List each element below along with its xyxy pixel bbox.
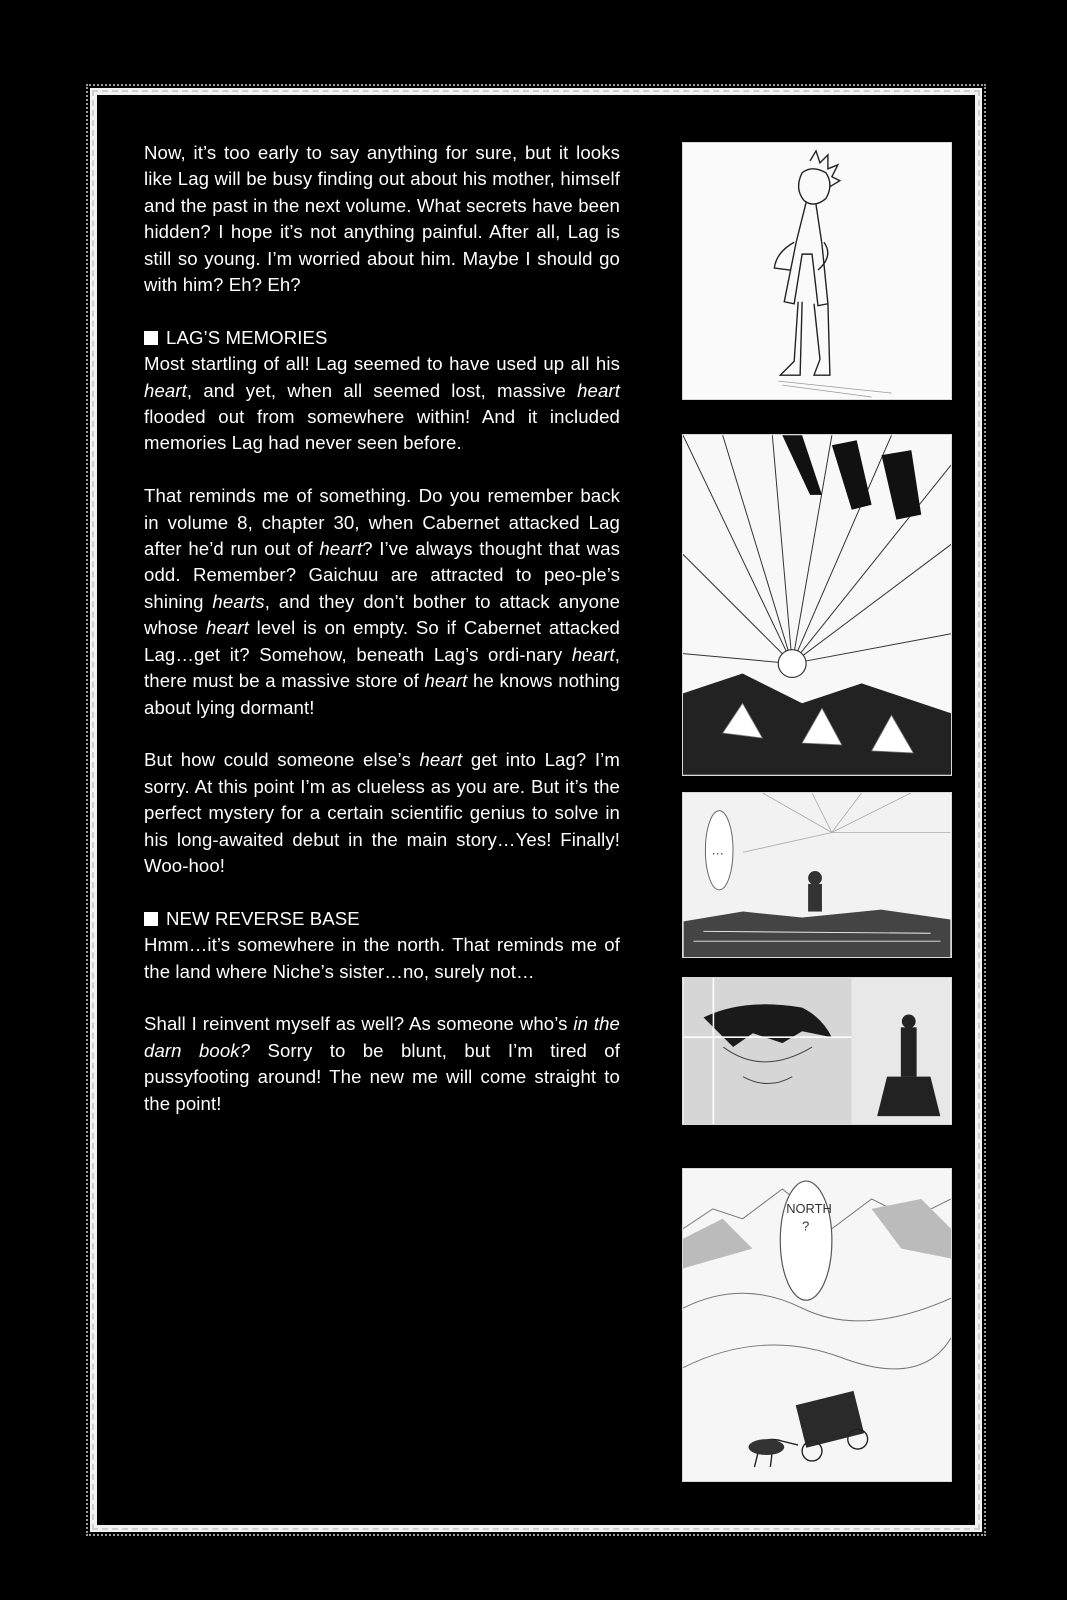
speech-bubble-text: … [711,842,725,858]
text-run: Most startling of all! Lag seemed to have used up all his [144,353,620,375]
square-bullet-icon [144,331,158,345]
text-run: get into Lag? I’m sorry. At this point I’m as clueless as you are. But it’s the perfect mystery for a certain scientific genius to solve in his long-awaited debut in the main story…Yes! Finally! Woo-hoo! [144,749,620,876]
italic-run: heart [577,379,620,401]
manga-panel-figure-in-light [682,792,952,958]
text-run: Shall I reinvent myself as well? As someone who’s [144,1013,574,1035]
text-run: , and they don’t bother to attack anyone whose [144,590,621,639]
paragraph-reinvent [144,1011,620,1117]
text-run: Hmm…it’s somewhere in the north. That reminds me of the land where Niche’s sister…no, surely not… [144,934,620,982]
boy-standing-illustration [683,143,951,399]
manga-panel-heart-burst [682,434,952,776]
heart-burst-illustration [683,435,951,775]
figure-in-light-illustration [683,793,951,957]
italic-run: hearts [212,590,265,612]
text-run: , there must be a massive store of [144,643,620,692]
speech-bubble-text: ? [802,1218,810,1234]
text-run: ? I’ve always thought that was odd. Remember? Gaichuu are attracted to peo-ple’s shining [144,538,621,612]
paragraph-north [144,932,620,985]
section-heading-text: LAG’S MEMORIES [166,326,328,348]
italic-run: heart [144,379,187,401]
section-heading-lags-memories [144,325,620,351]
manga-panel-boy-standing [682,142,952,400]
section-heading-text: NEW REVERSE BASE [166,907,360,929]
italic-run: heart [206,617,249,639]
text-run: , and yet, when all seemed lost, massive [186,379,578,401]
section-heading-new-reverse-base [144,906,620,932]
italic-run: heart [419,749,463,771]
carriage-north-illustration [683,1169,951,1481]
italic-run: heart [571,643,615,665]
italic-run: heart [319,538,363,560]
face-closeup-illustration [683,978,951,1124]
italic-run: in the darn book? [144,1013,620,1061]
text-run: But how could someone else’s [144,749,420,771]
text-run: That reminds me of something. Do you remember back in volume 8, chapter 30, when Cabernet attacked Lag after he’d run out of [144,485,620,560]
square-bullet-icon [144,912,158,926]
paragraph-intro-text: Now, it’s too early to say anything for sure, but it looks like Lag will be busy finding out about his mother, himself and the past in the next volume. What secrets have been hidden? I hope it’s not anything painful. After all, Lag is still so young. I’m worried about him. Maybe I should go with him? Eh? Eh? [144,142,620,296]
article-text [144,140,620,1143]
text-run: flooded out from somewhere within! And it included memories Lag had never seen before. [144,406,620,454]
paragraph-mystery [144,747,620,879]
paragraph-intro [144,140,620,298]
text-run: Sorry to be blunt, but I’m tired of pussyfooting around! The new me will come straight to the point! [144,1039,620,1114]
speech-bubble-text: NORTH [786,1200,832,1216]
paragraph-cabernet [144,483,620,721]
manga-panel-face-closeup [682,977,952,1125]
text-run: level is on empty. So if Cabernet attacked Lag…get it? Somehow, beneath Lag’s ordi-nary [144,617,620,665]
text-run: he knows nothing about lying dormant! [144,670,620,718]
italic-run: heart [424,670,468,692]
manga-panel-carriage-north [682,1168,952,1482]
paragraph-memories [144,351,620,457]
